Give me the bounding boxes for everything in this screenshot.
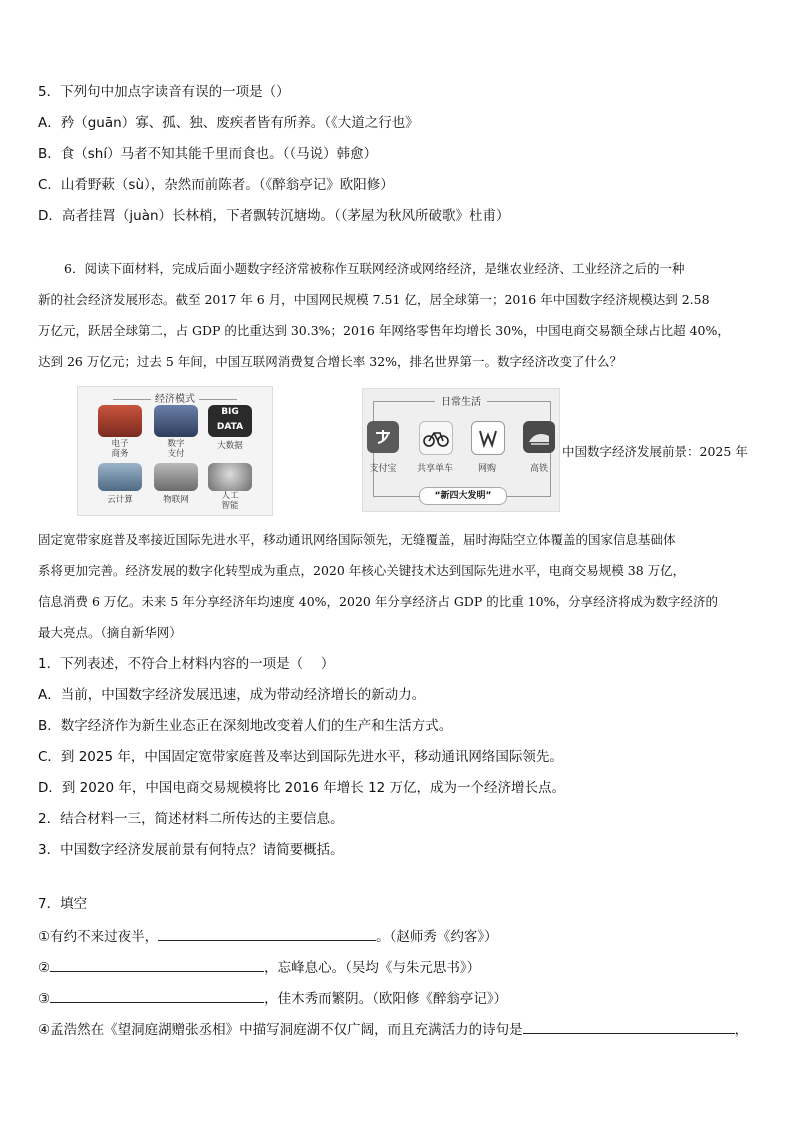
q7-line-1-pre: ①有约不来过夜半， bbox=[38, 929, 159, 945]
economic-models-image bbox=[77, 386, 273, 516]
q7-line-3-pre: ③ bbox=[38, 991, 51, 1007]
q6-body-line: 固定宽带家庭普及率接近国际先进水平，移动通讯网络国际领先，无缝覆盖，届时海陆空立体覆盖的国家信息基础体 bbox=[38, 532, 676, 547]
big-data-icon: BIG DATA bbox=[208, 405, 252, 437]
ai-icon bbox=[208, 463, 252, 491]
q7-line-2-post: ，忘峰息心。（吴均《与朱元思书》） bbox=[264, 960, 481, 976]
q6-intro-line: 达到 26 万亿元；过去 5 年间，中国互联网消费复合增长率 32%，排名世界第一。数字经济改变了什么？ bbox=[38, 354, 623, 369]
q6-intro bbox=[38, 253, 760, 377]
q6-sub3: 3．中国数字经济发展前景有何特点？请简要概括。 bbox=[38, 842, 344, 858]
high-speed-rail-icon bbox=[523, 421, 555, 453]
q5-option-b: B．食（shí）马者不知其能千里而食也。（（马说）韩愈） bbox=[38, 146, 378, 162]
digital-payment-label: 数字 支付 bbox=[167, 439, 185, 459]
q7-line-2 bbox=[38, 957, 480, 977]
q6-sub2: 2．结合材料一三，简述材料二所传达的主要信息。 bbox=[38, 811, 344, 827]
q6-intro-line: 6．阅读下面材料，完成后面小题数字经济常被称作互联网经济或网络经济，是继农业经济、工业经济之后的一种 bbox=[64, 261, 685, 276]
q6-body-line: 系将更加完善。经济发展的数字化转型成为重点，2020 年核心关键技术达到国际先进水平，电商交易规模 38 万亿， bbox=[38, 563, 686, 578]
q7-blank-3[interactable] bbox=[50, 988, 264, 1003]
alipay-icon bbox=[367, 421, 399, 453]
online-shopping-label: 网购 bbox=[477, 464, 496, 474]
cloud-computing-icon bbox=[98, 463, 142, 491]
q6-intro-line: 万亿元，跃居全球第二，占 GDP 的比重达到 30.3%；2016 年网络零售年均增长 30%，中国电商交易额全球占比超 40%， bbox=[38, 323, 730, 338]
q7-line-3-post: ，佳木秀而繁阴。（欧阳修《醉翁亭记》） bbox=[264, 991, 508, 1007]
high-speed-rail-label: 高铁 bbox=[529, 464, 548, 474]
online-shopping-icon bbox=[471, 421, 505, 455]
q7-blank-4[interactable] bbox=[523, 1019, 735, 1034]
alipay-label: 支付宝 bbox=[369, 464, 397, 474]
q6-body-line: 信息消费 6 万亿。未来 5 年分享经济年均速度 40%，2020 年分享经济占 GDP 的比重 10%，分享经济将成为数字经济的 bbox=[38, 594, 718, 609]
q7-line-1 bbox=[38, 926, 498, 946]
ecommerce-icon bbox=[98, 405, 142, 437]
q7-blank-2[interactable] bbox=[50, 957, 264, 972]
q7-line-1-post: 。（赵师秀《约客》） bbox=[376, 929, 498, 945]
q6-caption-inline: 中国数字经济发展前景：2025 年 bbox=[562, 444, 748, 459]
q6-body bbox=[38, 524, 760, 648]
q6-body-line: 最大亮点。（摘自新华网） bbox=[38, 625, 182, 640]
iot-label: 物联网 bbox=[163, 495, 189, 505]
q5-stem: 5．下列句中加点字读音有误的一项是（） bbox=[38, 84, 290, 100]
bike-icon bbox=[419, 421, 453, 455]
q7-blank-1[interactable] bbox=[158, 926, 376, 941]
four-inventions-banner: “新四大发明” bbox=[419, 487, 507, 505]
q5-option-c: C．山肴野蔌（sù），杂然而前陈者。（《醉翁亭记》欧阳修） bbox=[38, 177, 394, 193]
q5-option-a: A．矜（guān）寡、孤、独、废疾者皆有所养。（《大道之行也》 bbox=[38, 115, 419, 131]
q7-line-3 bbox=[38, 988, 507, 1008]
q7-line-4-post: ， bbox=[734, 1022, 749, 1038]
q7-line-2-pre: ② bbox=[38, 960, 51, 976]
daily-life-image bbox=[362, 388, 560, 512]
iot-icon bbox=[154, 463, 198, 491]
digital-payment-icon bbox=[154, 405, 198, 437]
q6-sub1-option-d: D．到 2020 年，中国电商交易规模将比 2016 年增长 12 万亿，成为一个经济增长点。 bbox=[38, 780, 566, 796]
bike-label: 共享单车 bbox=[416, 464, 453, 474]
cloud-computing-label: 云计算 bbox=[107, 495, 133, 505]
q7-title: 7．填空 bbox=[38, 896, 88, 912]
q6-sub1-option-a: A．当前，中国数字经济发展迅速，成为带动经济增长的新动力。 bbox=[38, 687, 426, 703]
q6-sub1: 1．下列表述，不符合上材料内容的一项是（ ） bbox=[38, 656, 335, 672]
ecommerce-label: 电子 商务 bbox=[111, 439, 129, 459]
q5-option-d: D．高者挂罥（juàn）长林梢，下者飘转沉塘坳。（（茅屋为秋风所破歌》杜甫） bbox=[38, 208, 510, 224]
q6-intro-line: 新的社会经济发展形态。截至 2017 年 6 月，中国网民规模 7.51 亿，居全球第一；2016 年中国数字经济规模达到 2.58 bbox=[38, 292, 710, 307]
economic-models-title: 经济模式 bbox=[78, 390, 272, 405]
big-data-label: 大数据 bbox=[217, 441, 243, 451]
q6-sub1-option-c: C．到 2025 年，中国固定宽带家庭普及率达到国际先进水平，移动通讯网络国际领先。 bbox=[38, 749, 563, 765]
q7-line-4 bbox=[38, 1019, 748, 1039]
daily-life-title: 日常生活 bbox=[435, 397, 487, 408]
ai-label: 人工 智能 bbox=[221, 491, 239, 511]
q7-line-4-pre: ④孟浩然在《望洞庭湖赠张丞相》中描写洞庭湖不仅广阔，而且充满活力的诗句是 bbox=[38, 1022, 523, 1038]
q6-sub1-option-b: B．数字经济作为新生业态正在深刻地改变着人们的生产和生活方式。 bbox=[38, 718, 453, 734]
